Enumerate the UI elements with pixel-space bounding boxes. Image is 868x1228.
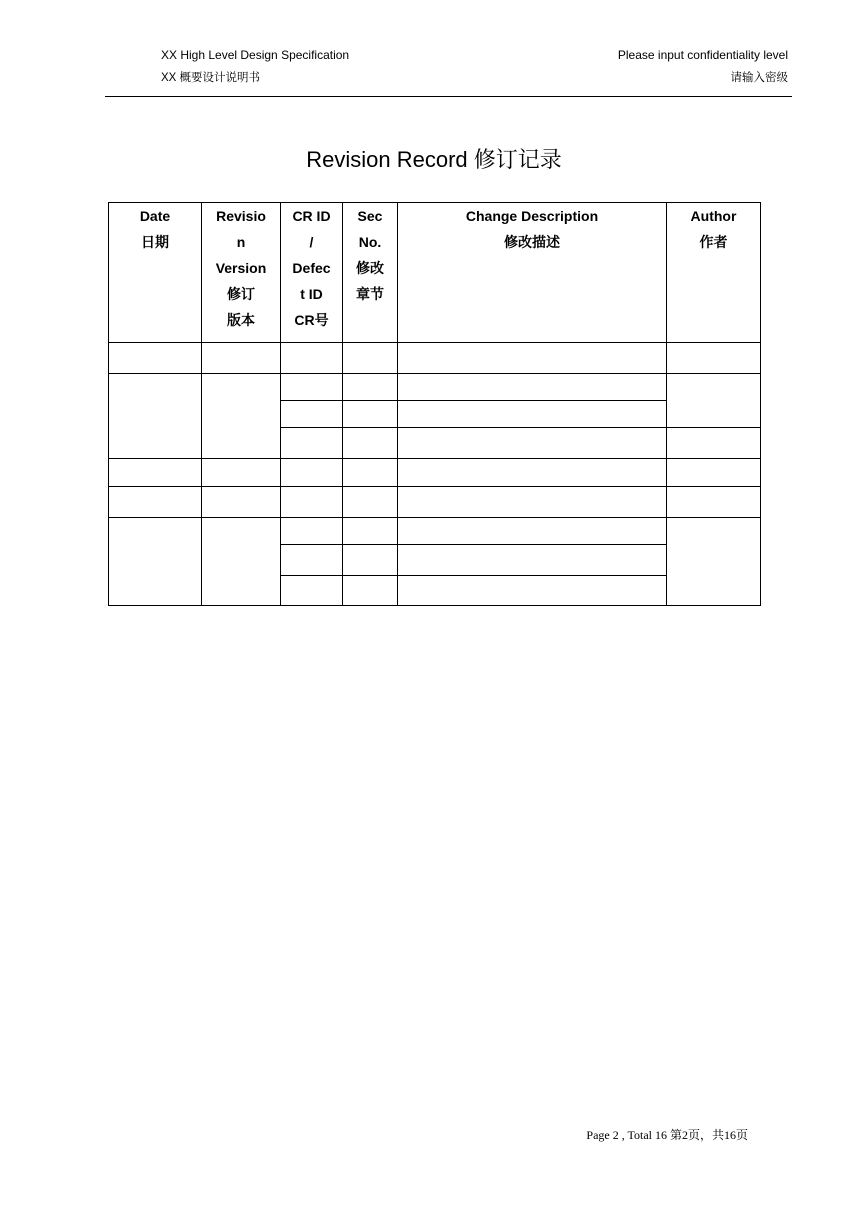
sec-no-cell[interactable]	[343, 518, 398, 545]
revision-version-cell[interactable]	[202, 374, 281, 459]
table-row	[109, 343, 761, 374]
header-title-cn: XX 概要设计说明书	[161, 72, 261, 84]
cr-id-cell[interactable]	[281, 518, 343, 545]
date-cell[interactable]	[109, 374, 202, 459]
table-row	[109, 518, 761, 545]
page-number-footer: Page 2 , Total 16 第2页，共16页	[586, 1128, 748, 1142]
page-title: Revision Record 修订记录	[306, 147, 562, 172]
sec-no-cell[interactable]	[343, 576, 398, 606]
change-description-cell[interactable]	[398, 374, 667, 401]
sec-no-cell[interactable]	[343, 401, 398, 428]
revision-version-cell[interactable]	[202, 459, 281, 487]
header-title-en: XX High Level Design Specification	[161, 48, 350, 62]
table-row	[109, 487, 761, 518]
change-description-cell[interactable]	[398, 428, 667, 459]
sec-no-cell[interactable]	[343, 459, 398, 487]
column-header-author: Author 作者	[667, 203, 761, 343]
table-row	[109, 374, 761, 401]
change-description-cell[interactable]	[398, 545, 667, 576]
change-description-cell[interactable]	[398, 459, 667, 487]
cr-id-cell[interactable]	[281, 374, 343, 401]
change-description-cell[interactable]	[398, 487, 667, 518]
header-confidentiality-en: Please input confidentiality level	[617, 48, 788, 62]
change-description-cell[interactable]	[398, 401, 667, 428]
cr-id-cell[interactable]	[281, 545, 343, 576]
cr-id-cell[interactable]	[281, 401, 343, 428]
cr-id-cell[interactable]	[281, 487, 343, 518]
column-header-cr-id: CR ID / Defec t ID CR号	[281, 203, 343, 343]
author-cell[interactable]	[667, 518, 761, 606]
revision-version-cell[interactable]	[202, 343, 281, 374]
column-header-revision-version: Revisio n Version 修订 版本	[202, 203, 281, 343]
author-cell[interactable]	[667, 428, 761, 459]
header-divider	[105, 96, 792, 97]
cr-id-cell[interactable]	[281, 343, 343, 374]
sec-no-cell[interactable]	[343, 343, 398, 374]
date-cell[interactable]	[109, 459, 202, 487]
date-cell[interactable]	[109, 518, 202, 606]
revision-version-cell[interactable]	[202, 518, 281, 606]
date-cell[interactable]	[109, 343, 202, 374]
table-row	[109, 459, 761, 487]
author-cell[interactable]	[667, 343, 761, 374]
author-cell[interactable]	[667, 459, 761, 487]
table-header-row	[109, 203, 761, 343]
column-header-sec-no: Sec No. 修改 章节	[343, 203, 398, 343]
column-header-date: Date 日期	[109, 203, 202, 343]
sec-no-cell[interactable]	[343, 487, 398, 518]
sec-no-cell[interactable]	[343, 545, 398, 576]
change-description-cell[interactable]	[398, 576, 667, 606]
author-cell[interactable]	[667, 374, 761, 428]
date-cell[interactable]	[109, 487, 202, 518]
cr-id-cell[interactable]	[281, 428, 343, 459]
cr-id-cell[interactable]	[281, 459, 343, 487]
sec-no-cell[interactable]	[343, 428, 398, 459]
sec-no-cell[interactable]	[343, 374, 398, 401]
header-confidentiality-cn: 请输入密级	[730, 72, 788, 84]
column-header-change-description: Change Description 修改描述	[398, 203, 667, 343]
cr-id-cell[interactable]	[281, 576, 343, 606]
author-cell[interactable]	[667, 487, 761, 518]
revision-version-cell[interactable]	[202, 487, 281, 518]
revision-table	[108, 202, 761, 606]
change-description-cell[interactable]	[398, 343, 667, 374]
change-description-cell[interactable]	[398, 518, 667, 545]
